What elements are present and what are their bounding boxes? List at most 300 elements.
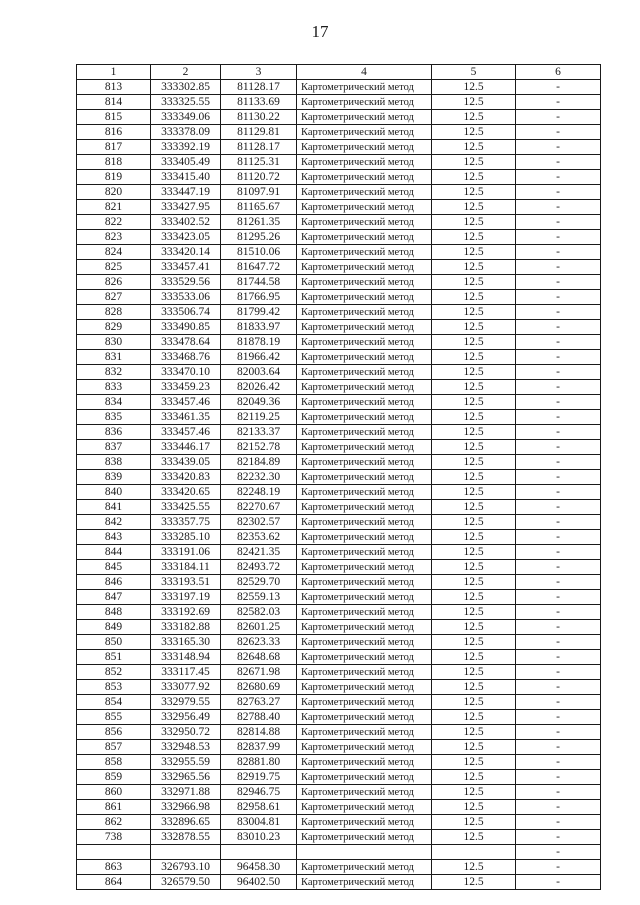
x-coordinate-cell: 333405.49: [151, 155, 221, 170]
x-coordinate-cell: 333457.46: [151, 425, 221, 440]
method-cell: Картометрический метод: [297, 455, 432, 470]
method-cell: Картометрический метод: [297, 635, 432, 650]
y-coordinate-cell: 81165.67: [221, 200, 297, 215]
y-coordinate-cell: 81129.81: [221, 125, 297, 140]
table-row: [77, 620, 601, 635]
accuracy-cell: 12.5: [432, 575, 516, 590]
note-cell: -: [516, 155, 601, 170]
accuracy-cell: 12.5: [432, 725, 516, 740]
x-coordinate-cell: 333529.56: [151, 275, 221, 290]
point-number-cell: 831: [77, 350, 151, 365]
y-coordinate-cell: 82493.72: [221, 560, 297, 575]
point-number-cell: 841: [77, 500, 151, 515]
x-coordinate-cell: 333423.05: [151, 230, 221, 245]
x-coordinate-cell: 326793.10: [151, 860, 221, 875]
method-cell: Картометрический метод: [297, 725, 432, 740]
note-cell: -: [516, 80, 601, 95]
point-number-cell: 838: [77, 455, 151, 470]
method-cell: Картометрический метод: [297, 305, 432, 320]
x-coordinate-cell: 333325.55: [151, 95, 221, 110]
point-number-cell: 816: [77, 125, 151, 140]
y-coordinate-cell: 81833.97: [221, 320, 297, 335]
method-cell: Картометрический метод: [297, 680, 432, 695]
x-coordinate-cell: 333447.19: [151, 185, 221, 200]
x-coordinate-cell: 333415.40: [151, 170, 221, 185]
x-coordinate-cell: 333357.75: [151, 515, 221, 530]
note-cell: -: [516, 590, 601, 605]
table-row: [77, 290, 601, 305]
column-header-5: 5: [432, 65, 516, 80]
y-coordinate-cell: 82184.89: [221, 455, 297, 470]
table-row: [77, 860, 601, 875]
accuracy-cell: 12.5: [432, 830, 516, 845]
accuracy-cell: 12.5: [432, 500, 516, 515]
y-coordinate-cell: 82919.75: [221, 770, 297, 785]
table-row: [77, 170, 601, 185]
point-number-cell: 826: [77, 275, 151, 290]
x-coordinate-cell: 333192.69: [151, 605, 221, 620]
point-number-cell: 832: [77, 365, 151, 380]
point-number-cell: 837: [77, 440, 151, 455]
note-cell: -: [516, 680, 601, 695]
table-row: [77, 665, 601, 680]
accuracy-cell: 12.5: [432, 770, 516, 785]
accuracy-cell: 12.5: [432, 440, 516, 455]
x-coordinate-cell: 333193.51: [151, 575, 221, 590]
y-coordinate-cell: 82671.98: [221, 665, 297, 680]
y-coordinate-cell: 81128.17: [221, 80, 297, 95]
point-number-cell: 829: [77, 320, 151, 335]
table-row: [77, 425, 601, 440]
method-cell: Картометрический метод: [297, 605, 432, 620]
method-cell: Картометрический метод: [297, 215, 432, 230]
point-number-cell: 842: [77, 515, 151, 530]
note-cell: -: [516, 560, 601, 575]
x-coordinate-cell: 332878.55: [151, 830, 221, 845]
note-cell: -: [516, 245, 601, 260]
column-header-1: 1: [77, 65, 151, 80]
y-coordinate-cell: 83010.23: [221, 830, 297, 845]
accuracy-cell: 12.5: [432, 290, 516, 305]
y-coordinate-cell: 82582.03: [221, 605, 297, 620]
x-coordinate-cell: 333457.46: [151, 395, 221, 410]
note-cell: -: [516, 140, 601, 155]
method-cell: Картометрический метод: [297, 425, 432, 440]
y-coordinate-cell: 81295.26: [221, 230, 297, 245]
y-coordinate-cell: 81510.06: [221, 245, 297, 260]
y-coordinate-cell: 82133.37: [221, 425, 297, 440]
table-row: [77, 230, 601, 245]
note-cell: -: [516, 230, 601, 245]
method-cell: Картометрический метод: [297, 140, 432, 155]
x-coordinate-cell: 333506.74: [151, 305, 221, 320]
method-cell: Картометрический метод: [297, 440, 432, 455]
point-number-cell: 834: [77, 395, 151, 410]
method-cell: Картометрический метод: [297, 650, 432, 665]
note-cell: -: [516, 725, 601, 740]
accuracy-cell: 12.5: [432, 530, 516, 545]
point-number-cell: 814: [77, 95, 151, 110]
table-row: [77, 830, 601, 845]
accuracy-cell: 12.5: [432, 305, 516, 320]
table-row: [77, 725, 601, 740]
x-coordinate-cell: 333197.19: [151, 590, 221, 605]
y-coordinate-cell: 81133.69: [221, 95, 297, 110]
note-cell: -: [516, 605, 601, 620]
method-cell: Картометрический метод: [297, 830, 432, 845]
column-header-2: 2: [151, 65, 221, 80]
method-cell: [297, 845, 432, 860]
note-cell: -: [516, 365, 601, 380]
method-cell: Картометрический метод: [297, 545, 432, 560]
accuracy-cell: 12.5: [432, 605, 516, 620]
accuracy-cell: 12.5: [432, 215, 516, 230]
x-coordinate-cell: 333148.94: [151, 650, 221, 665]
table-row: [77, 545, 601, 560]
method-cell: Картометрический метод: [297, 320, 432, 335]
accuracy-cell: 12.5: [432, 80, 516, 95]
y-coordinate-cell: 82837.99: [221, 740, 297, 755]
note-cell: -: [516, 575, 601, 590]
note-cell: -: [516, 650, 601, 665]
table-row: [77, 590, 601, 605]
point-number-cell: 813: [77, 80, 151, 95]
y-coordinate-cell: 82248.19: [221, 485, 297, 500]
x-coordinate-cell: 332979.55: [151, 695, 221, 710]
method-cell: Картометрический метод: [297, 695, 432, 710]
y-coordinate-cell: 82623.33: [221, 635, 297, 650]
method-cell: Картометрический метод: [297, 485, 432, 500]
point-number-cell: 827: [77, 290, 151, 305]
y-coordinate-cell: 81966.42: [221, 350, 297, 365]
accuracy-cell: 12.5: [432, 110, 516, 125]
point-number-cell: 839: [77, 470, 151, 485]
note-cell: -: [516, 185, 601, 200]
note-cell: -: [516, 125, 601, 140]
note-cell: -: [516, 110, 601, 125]
table-row: [77, 185, 601, 200]
y-coordinate-cell: 82958.61: [221, 800, 297, 815]
y-coordinate-cell: 82529.70: [221, 575, 297, 590]
method-cell: Картометрический метод: [297, 185, 432, 200]
method-cell: Картометрический метод: [297, 620, 432, 635]
x-coordinate-cell: 333302.85: [151, 80, 221, 95]
point-number-cell: 864: [77, 875, 151, 890]
note-cell: -: [516, 350, 601, 365]
table-row: [77, 515, 601, 530]
table-row: [77, 80, 601, 95]
table-row: [77, 605, 601, 620]
method-cell: Картометрический метод: [297, 365, 432, 380]
x-coordinate-cell: 333191.06: [151, 545, 221, 560]
method-cell: Картометрический метод: [297, 335, 432, 350]
x-coordinate-cell: 333470.10: [151, 365, 221, 380]
method-cell: Картометрический метод: [297, 95, 432, 110]
point-number-cell: 844: [77, 545, 151, 560]
method-cell: Картометрический метод: [297, 665, 432, 680]
point-number-cell: 855: [77, 710, 151, 725]
note-cell: -: [516, 515, 601, 530]
point-number-cell: 846: [77, 575, 151, 590]
method-cell: Картометрический метод: [297, 125, 432, 140]
note-cell: -: [516, 620, 601, 635]
y-coordinate-cell: 82601.25: [221, 620, 297, 635]
accuracy-cell: 12.5: [432, 860, 516, 875]
method-cell: Картометрический метод: [297, 575, 432, 590]
x-coordinate-cell: 333446.17: [151, 440, 221, 455]
table-row: [77, 755, 601, 770]
point-number-cell: 859: [77, 770, 151, 785]
table-row: [77, 770, 601, 785]
note-cell: -: [516, 830, 601, 845]
y-coordinate-cell: 81120.72: [221, 170, 297, 185]
table-row: [77, 200, 601, 215]
method-cell: Картометрический метод: [297, 860, 432, 875]
note-cell: -: [516, 635, 601, 650]
table-row: [77, 800, 601, 815]
method-cell: Картометрический метод: [297, 500, 432, 515]
y-coordinate-cell: 82814.88: [221, 725, 297, 740]
point-number-cell: 847: [77, 590, 151, 605]
point-number-cell: 738: [77, 830, 151, 845]
point-number-cell: 845: [77, 560, 151, 575]
table-row: [77, 485, 601, 500]
x-coordinate-cell: 332971.88: [151, 785, 221, 800]
x-coordinate-cell: 333117.45: [151, 665, 221, 680]
accuracy-cell: 12.5: [432, 635, 516, 650]
table-row: [77, 470, 601, 485]
method-cell: Картометрический метод: [297, 200, 432, 215]
accuracy-cell: 12.5: [432, 260, 516, 275]
table-row: [77, 740, 601, 755]
x-coordinate-cell: 333184.11: [151, 560, 221, 575]
accuracy-cell: 12.5: [432, 590, 516, 605]
point-number-cell: 863: [77, 860, 151, 875]
point-number-cell: 849: [77, 620, 151, 635]
x-coordinate-cell: 332965.56: [151, 770, 221, 785]
method-cell: Картометрический метод: [297, 470, 432, 485]
x-coordinate-cell: 333165.30: [151, 635, 221, 650]
accuracy-cell: 12.5: [432, 815, 516, 830]
point-number-cell: 860: [77, 785, 151, 800]
x-coordinate-cell: 332955.59: [151, 755, 221, 770]
accuracy-cell: 12.5: [432, 875, 516, 890]
x-coordinate-cell: 333533.06: [151, 290, 221, 305]
y-coordinate-cell: 81647.72: [221, 260, 297, 275]
method-cell: Картометрический метод: [297, 170, 432, 185]
method-cell: Картометрический метод: [297, 770, 432, 785]
table-row: [77, 215, 601, 230]
x-coordinate-cell: 333490.85: [151, 320, 221, 335]
note-cell: -: [516, 500, 601, 515]
method-cell: Картометрический метод: [297, 290, 432, 305]
x-coordinate-cell: 333439.05: [151, 455, 221, 470]
point-number-cell: 817: [77, 140, 151, 155]
y-coordinate-cell: 81130.22: [221, 110, 297, 125]
y-coordinate-cell: 81261.35: [221, 215, 297, 230]
x-coordinate-cell: 333461.35: [151, 410, 221, 425]
accuracy-cell: 12.5: [432, 425, 516, 440]
x-coordinate-cell: 332948.53: [151, 740, 221, 755]
point-number-cell: 828: [77, 305, 151, 320]
note-cell: -: [516, 545, 601, 560]
accuracy-cell: 12.5: [432, 650, 516, 665]
accuracy-cell: 12.5: [432, 695, 516, 710]
accuracy-cell: 12.5: [432, 275, 516, 290]
table-row: [77, 380, 601, 395]
coordinates-table: [76, 64, 601, 890]
table-row: [77, 395, 601, 410]
table-row: [77, 635, 601, 650]
note-cell: -: [516, 875, 601, 890]
y-coordinate-cell: 81125.31: [221, 155, 297, 170]
y-coordinate-cell: 82421.35: [221, 545, 297, 560]
x-coordinate-cell: 333420.65: [151, 485, 221, 500]
point-number-cell: 824: [77, 245, 151, 260]
table-row: [77, 110, 601, 125]
table-row: [77, 650, 601, 665]
table-row: [77, 845, 601, 860]
accuracy-cell: 12.5: [432, 320, 516, 335]
method-cell: Картометрический метод: [297, 710, 432, 725]
x-coordinate-cell: 333378.09: [151, 125, 221, 140]
table-row: [77, 365, 601, 380]
point-number-cell: 823: [77, 230, 151, 245]
note-cell: -: [516, 785, 601, 800]
accuracy-cell: 12.5: [432, 245, 516, 260]
y-coordinate-cell: 81766.95: [221, 290, 297, 305]
accuracy-cell: 12.5: [432, 665, 516, 680]
x-coordinate-cell: 332950.72: [151, 725, 221, 740]
note-cell: -: [516, 410, 601, 425]
y-coordinate-cell: 82881.80: [221, 755, 297, 770]
accuracy-cell: 12.5: [432, 395, 516, 410]
accuracy-cell: 12.5: [432, 410, 516, 425]
accuracy-cell: 12.5: [432, 560, 516, 575]
method-cell: Картометрический метод: [297, 515, 432, 530]
accuracy-cell: 12.5: [432, 680, 516, 695]
note-cell: -: [516, 275, 601, 290]
accuracy-cell: 12.5: [432, 170, 516, 185]
x-coordinate-cell: 333478.64: [151, 335, 221, 350]
x-coordinate-cell: 333420.83: [151, 470, 221, 485]
page-number: 17: [311, 22, 329, 41]
accuracy-cell: 12.5: [432, 140, 516, 155]
note-cell: -: [516, 260, 601, 275]
accuracy-cell: 12.5: [432, 200, 516, 215]
x-coordinate-cell: 326579.50: [151, 875, 221, 890]
y-coordinate-cell: 82763.27: [221, 695, 297, 710]
method-cell: Картометрический метод: [297, 875, 432, 890]
y-coordinate-cell: 82049.36: [221, 395, 297, 410]
y-coordinate-cell: 82003.64: [221, 365, 297, 380]
note-cell: -: [516, 710, 601, 725]
accuracy-cell: 12.5: [432, 230, 516, 245]
point-number-cell: 840: [77, 485, 151, 500]
y-coordinate-cell: 82788.40: [221, 710, 297, 725]
table-row: [77, 95, 601, 110]
method-cell: Картометрический метод: [297, 155, 432, 170]
table-header-row: [77, 65, 601, 80]
method-cell: Картометрический метод: [297, 530, 432, 545]
point-number-cell: 862: [77, 815, 151, 830]
column-header-4: 4: [297, 65, 432, 80]
accuracy-cell: 12.5: [432, 335, 516, 350]
point-number-cell: 861: [77, 800, 151, 815]
x-coordinate-cell: 333285.10: [151, 530, 221, 545]
y-coordinate-cell: 81097.91: [221, 185, 297, 200]
note-cell: -: [516, 290, 601, 305]
method-cell: Картометрический метод: [297, 785, 432, 800]
point-number-cell: 857: [77, 740, 151, 755]
accuracy-cell: 12.5: [432, 740, 516, 755]
table-row: [77, 260, 601, 275]
point-number-cell: 835: [77, 410, 151, 425]
y-coordinate-cell: 82648.68: [221, 650, 297, 665]
table-row: [77, 125, 601, 140]
note-cell: -: [516, 170, 601, 185]
accuracy-cell: 12.5: [432, 515, 516, 530]
x-coordinate-cell: 332956.49: [151, 710, 221, 725]
method-cell: Картометрический метод: [297, 395, 432, 410]
table-row: [77, 785, 601, 800]
table-row: [77, 155, 601, 170]
y-coordinate-cell: 82152.78: [221, 440, 297, 455]
table-row: [77, 320, 601, 335]
note-cell: -: [516, 800, 601, 815]
method-cell: Картометрический метод: [297, 275, 432, 290]
x-coordinate-cell: 333349.06: [151, 110, 221, 125]
table-row: [77, 140, 601, 155]
point-number-cell: 819: [77, 170, 151, 185]
table-row: [77, 560, 601, 575]
point-number-cell: [77, 845, 151, 860]
y-coordinate-cell: 82680.69: [221, 680, 297, 695]
note-cell: -: [516, 335, 601, 350]
note-cell: -: [516, 200, 601, 215]
note-cell: -: [516, 845, 601, 860]
note-cell: -: [516, 215, 601, 230]
table-row: [77, 875, 601, 890]
note-cell: -: [516, 530, 601, 545]
method-cell: Картометрический метод: [297, 380, 432, 395]
note-cell: -: [516, 380, 601, 395]
y-coordinate-cell: 96402.50: [221, 875, 297, 890]
accuracy-cell: 12.5: [432, 620, 516, 635]
y-coordinate-cell: 83004.81: [221, 815, 297, 830]
x-coordinate-cell: 333392.19: [151, 140, 221, 155]
y-coordinate-cell: 81878.19: [221, 335, 297, 350]
method-cell: Картометрический метод: [297, 245, 432, 260]
point-number-cell: 820: [77, 185, 151, 200]
accuracy-cell: 12.5: [432, 785, 516, 800]
accuracy-cell: 12.5: [432, 710, 516, 725]
x-coordinate-cell: 333459.23: [151, 380, 221, 395]
point-number-cell: 858: [77, 755, 151, 770]
table-row: [77, 410, 601, 425]
point-number-cell: 815: [77, 110, 151, 125]
point-number-cell: 856: [77, 725, 151, 740]
x-coordinate-cell: 333077.92: [151, 680, 221, 695]
y-coordinate-cell: 81744.58: [221, 275, 297, 290]
table-row: [77, 350, 601, 365]
note-cell: -: [516, 485, 601, 500]
note-cell: -: [516, 305, 601, 320]
y-coordinate-cell: 82302.57: [221, 515, 297, 530]
accuracy-cell: 12.5: [432, 755, 516, 770]
method-cell: Картометрический метод: [297, 80, 432, 95]
note-cell: -: [516, 740, 601, 755]
